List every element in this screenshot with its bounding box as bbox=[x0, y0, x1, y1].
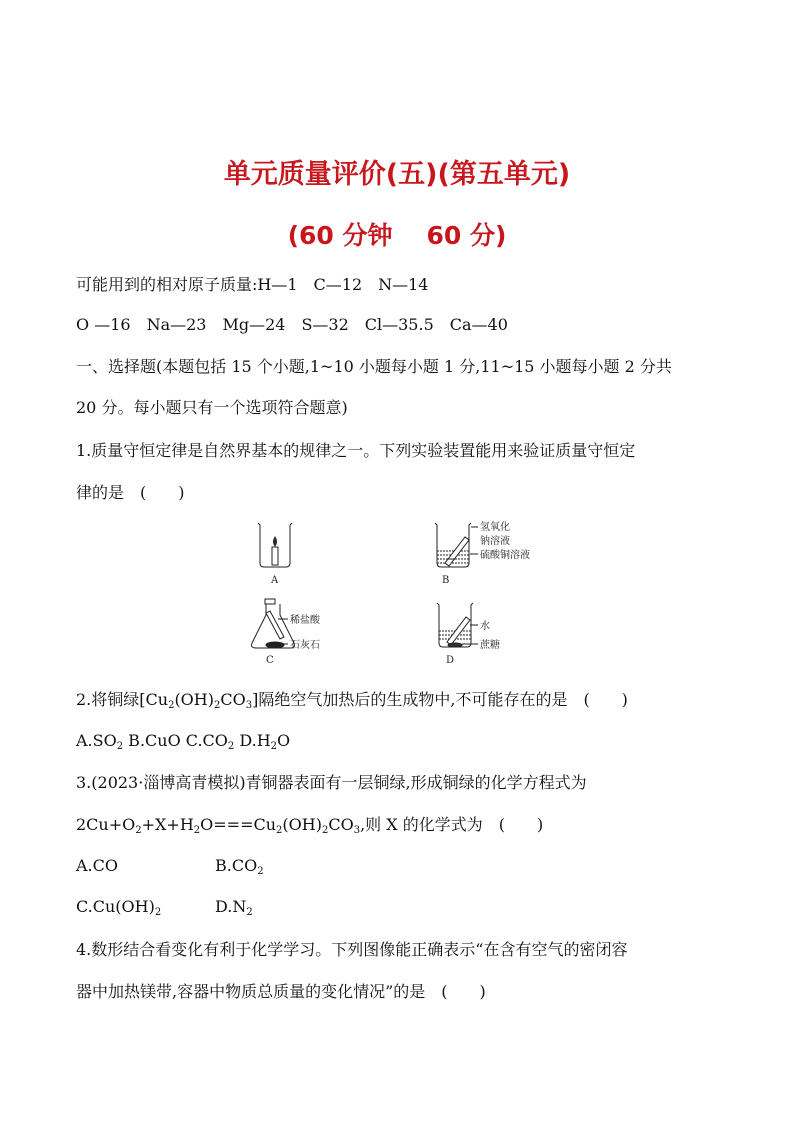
question-3-option-d: $D.N_2$ bbox=[215, 897, 253, 918]
question-3-option-b: $B.CO_2$ bbox=[215, 856, 264, 877]
apparatus-d-beaker-sugar bbox=[437, 603, 478, 647]
atomic-mass-line-2: O —16 Na—23 Mg—24 S—32 Cl—35.5 Ca—40 bbox=[76, 315, 508, 334]
apparatus-b-beaker-tube bbox=[435, 523, 478, 567]
apparatus-a-beaker-candle bbox=[258, 523, 292, 567]
section-heading-line-2: 20 分。每小题只有一个选项符合题意) bbox=[76, 398, 348, 417]
atomic-mass-line-1: 可能用到的相对原子质量:H—1 C—12 N—14 bbox=[76, 275, 429, 294]
experiment-apparatus-figure bbox=[240, 515, 570, 675]
apparatus-c-conical-flask bbox=[252, 599, 295, 648]
section-heading-line-1: 一、选择题(本题包括 15 个小题,1~10 小题每小题 1 分,11~15 小题每小题 2 分共 bbox=[76, 357, 672, 376]
label-c-note-2: 石灰石 bbox=[290, 640, 320, 651]
label-b-note-3: 硫酸铜溶液 bbox=[480, 550, 530, 561]
question-3-line-1: 3.(2023·淄博高青模拟)青铜器表面有一层铜绿,形成铜绿的化学方程式为 bbox=[76, 773, 587, 792]
time-limit: (60 分钟 bbox=[287, 221, 393, 250]
label-b-note-2: 钠溶液 bbox=[480, 536, 510, 547]
label-a: A bbox=[271, 575, 279, 586]
question-4-line-2: 器中加热镁带,容器中物质总质量的变化情况”的是 ( ) bbox=[76, 982, 486, 1001]
question-1-line-1: 1.质量守恒定律是自然界基本的规律之一。下列实验装置能用来验证质量守恒定 bbox=[76, 441, 636, 460]
label-c: C bbox=[266, 655, 274, 666]
label-b: B bbox=[442, 575, 450, 586]
question-2-options: $A.SO_2$ B.CuO $C.CO_2$ $D.H_2O$ bbox=[76, 731, 291, 752]
question-3-option-a: A.CO bbox=[76, 856, 118, 875]
label-d-note-2: 蔗糖 bbox=[480, 640, 500, 651]
label-d: D bbox=[446, 655, 455, 666]
total-score: 60 分) bbox=[426, 221, 507, 250]
question-4-line-1: 4.数形结合看变化有利于化学学习。下列图像能正确表示“在含有空气的密闭容 bbox=[76, 940, 628, 959]
label-c-note-1: 稀盐酸 bbox=[290, 615, 320, 626]
question-3-equation: $2Cu+O_2+X+H_2O===Cu_2(OH)_2CO_3$,则 X 的化学式为 ( ) bbox=[76, 815, 544, 836]
page-title: 单元质量评价(五)(第五单元) bbox=[223, 159, 571, 190]
label-b-note-1: 氢氧化 bbox=[480, 522, 510, 533]
label-d-note-1: 水 bbox=[480, 621, 490, 632]
question-1-line-2: 律的是 ( ) bbox=[76, 483, 185, 502]
page-subtitle bbox=[0, 216, 794, 252]
question-3-option-c: $C.Cu(OH)_2$ bbox=[76, 897, 162, 918]
question-2-stem: 2.将铜绿$[Cu_2(OH)_2CO_3]$隔绝空气加热后的生成物中,不可能存在的是 ( ) bbox=[76, 690, 628, 711]
